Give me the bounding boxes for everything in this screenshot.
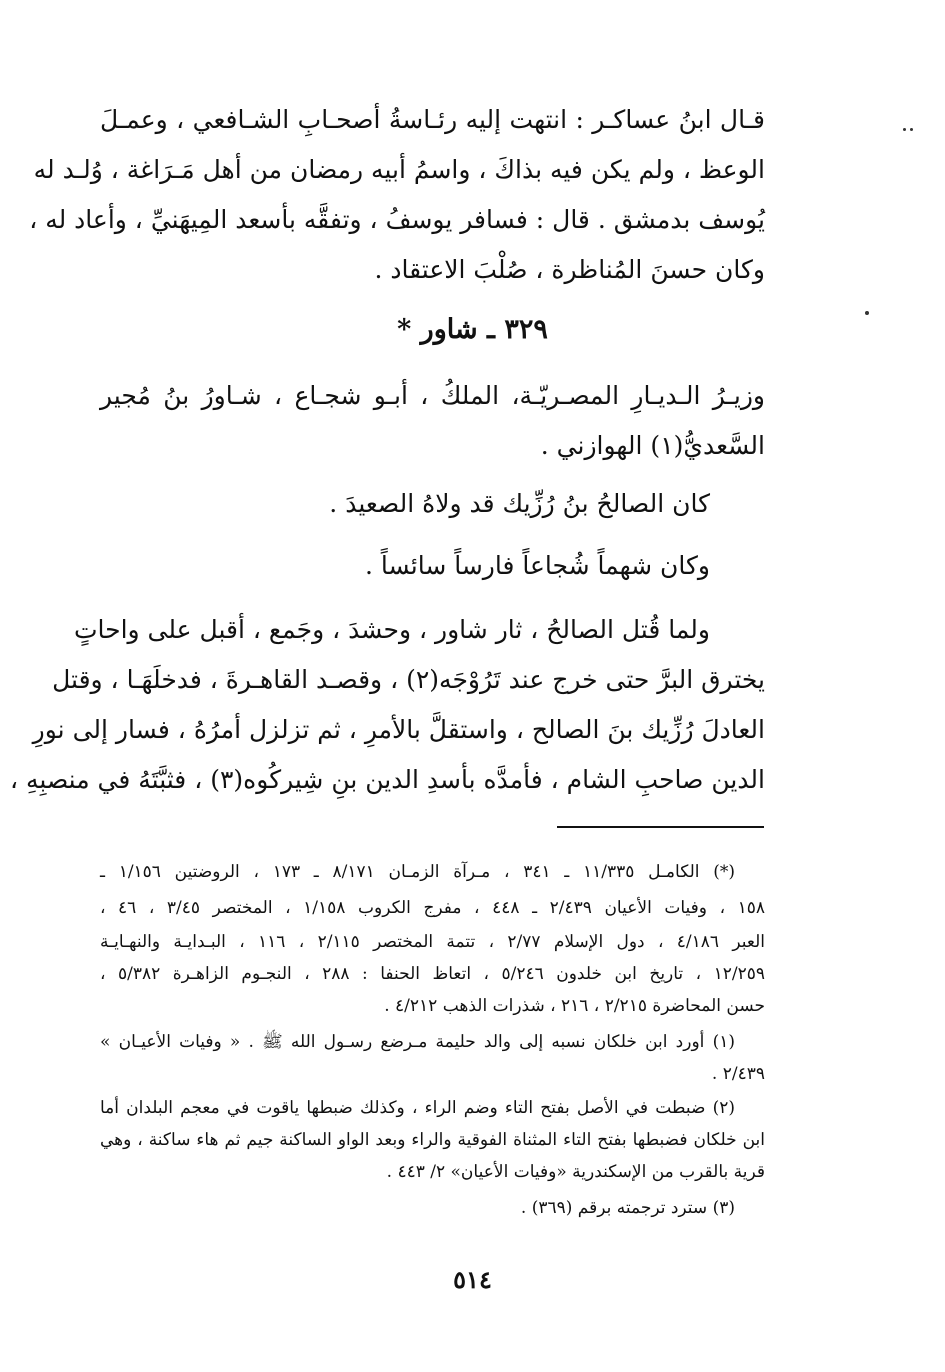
page-number: ٥١٤ [453,1265,492,1294]
entry-line: السَّعديُّ(١) الهوازني . [540,431,765,460]
intro-line: وكان حسنَ المُناظرة ، صُلْبَ الاعتقاد . [374,255,765,284]
entry-line: كان الصالحُ بنُ رُزِّيك قد ولاهُ الصعيدَ . [329,489,710,518]
footnote-line: ١٥٨ ، وفيات الأعيان ٢/٤٣٩ ـ ٤٤٨ ، مفرج الكروب ١/١٥٨ ، المختصر ٣/٤٥ ، ٤٦ ، [100,898,766,918]
footnote-line: العبر ٤/١٨٦ ، دول الإسلام ٢/٧٧ ، تتمة المختصر ٢/١١٥ ، ١١٦ ، البـدايـة والنهـايـة [100,932,765,952]
intro-line: الوعظ ، ولم يكن فيه بذاكَ ، واسمُ أبيه رمضان من أهل مَـرَاغة ، وُلـد له [33,155,765,184]
footnote-line: (١) أورد ابن خلكان نسبه إلى والد حليمة مـرضع رسـول الله ﷺ . « وفيات الأعيـان » [100,1032,735,1052]
scan-speck [910,128,913,131]
entry-line: وكان شهماً شُجاعاً فارساً سائساً . [364,551,710,580]
footnote-line: (*) الكامـل ١١/٣٣٥ ـ ٣٤١ ، مـرآة الزمـان ٨/١٧١ ـ ١٧٣ ، الروضتين ١/١٥٦ ـ [100,862,735,882]
entry-line: العادلَ رُزِّيك بنَ الصالح ، واستقلَّ بالأمرِ ، ثم تزلزل أمرُهُ ، فسار إلى نورِ [32,715,765,744]
entry-line: وزيـرُ الـديـارِ المصـريّـة، الملكُ ، أبـو شجـاع ، شـاورُ بنُ مُجير [100,381,765,410]
intro-line: قـال ابنُ عساكـر : انتهت إليه رئـاسةُ أصحـابِ الشـافعي ، وعمـلَ [100,105,765,134]
entry-line: الدين صاحبِ الشام ، فأمدَّه بأسدِ الدين بنِ شِيركُوه(٣) ، فثبَّتَهُ في منصبِهِ ، [10,765,765,794]
footnote-line: ابن خلكان فضبطها بفتح التاء المثناة الفوقية والراء وبعد الواو الساكنة جيم ثم هاء ساكنة ، وهي [100,1130,765,1150]
entry-heading: ٣٢٩ ـ شاور * [397,314,548,345]
footnote-line: (٢) ضبطت في الأصل بفتح التاء وضم الراء ، وكذلك ضبطها ياقوت في معجم البلدان أما [100,1098,735,1118]
footnote-divider [557,826,764,828]
footnote-line: (٣) سترد ترجمته برقم (٣٦٩) . [520,1198,735,1218]
footnote-line: حسن المحاضرة ٢/٢١٥ ، ٢١٦ ، شذرات الذهب ٤/٢١٢ . [384,996,765,1016]
entry-line: ولما قُتل الصالحُ ، ثار شاور ، وحشدَ ، وجَمع ، أقبل على واحاتٍ [73,615,710,644]
intro-line: يُوسف بدمشق . قال : فسافر يوسفُ ، وتفقَّه بأسعد المِيهَنيِّ ، وأعاد له ، [29,205,765,234]
footnote-line: ١٢/٢٥٩ ، تاريخ ابن خلدون ٥/٢٤٦ ، اتعاظ الحنفا : ٢٨٨ ، النجـوم الزاهـرة ٥/٣٨٢ ، [100,964,765,984]
footnote-line: ٢/٤٣٩ . [711,1064,765,1084]
scan-speck [903,128,906,131]
scan-speck [865,311,869,315]
footnote-line: قرية بالقرب من الإسكندرية «وفيات الأعيان» ٢/ ٤٤٣ . [386,1162,765,1182]
entry-line: يخترق البرَّ حتى خرج عند تَرُوْجَه(٢) ، وقصـد القاهـرةَ ، فدخلَهَـا ، وقتل [52,665,765,694]
